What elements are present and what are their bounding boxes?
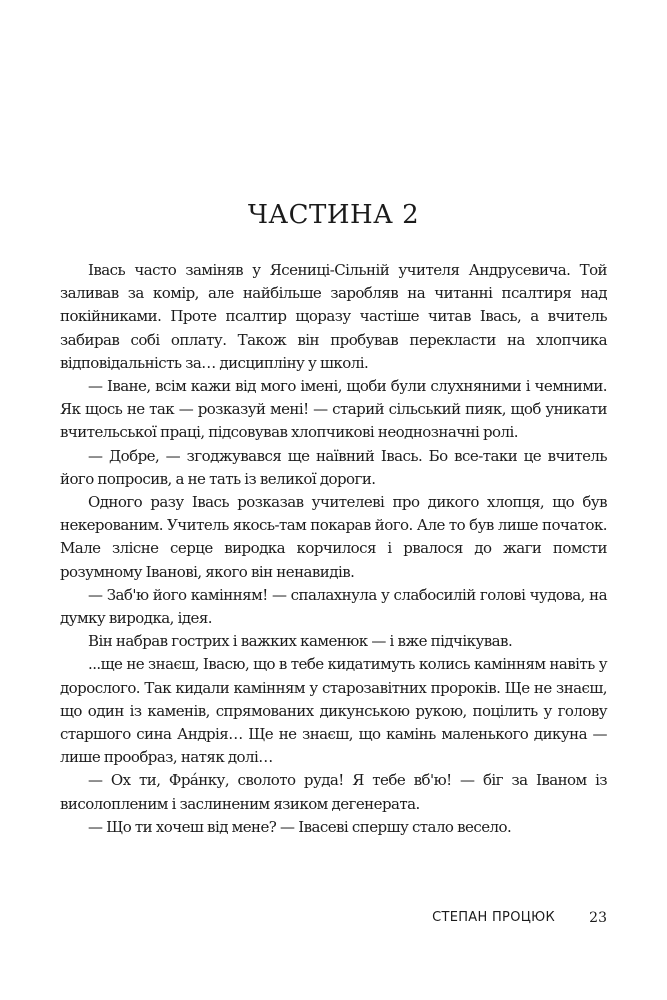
- chapter-text: [60, 259, 607, 839]
- paragraph: ...ще не знаєш, Івасю, що в тебе кидатимуть колись камінням навіть у дорослого. Так кидали камінням у старозавітних пророків. Ще не знаєш, що один із каменів, спрямованих дикунською рукою, поцілить у голову старшого сина Андрія… Ще не знаєш, що камінь маленького дикуна — лише прообраз, натяк долі…: [60, 655, 607, 767]
- paragraph: Він набрав гострих і важких каменюк — і вже підчікував.: [88, 632, 513, 651]
- paragraph: — Заб'ю його камінням! — спалахнула у слабосилій голові чудова, на думку виродка, ідея.: [60, 585, 607, 628]
- chapter-title: ЧАСТИНА 2: [247, 200, 420, 230]
- paragraph: — Добре, — згоджувався ще наївний Івась. Бо все-таки це вчитель його попросив, а не тать із великої дороги.: [60, 446, 607, 488]
- paragraph: Одного разу Івась розказав учителеві про дикого хлопця, що був некерованим. Учитель якось-там покарав його. Але то був лише початок. Мале злісне серце виродка корчилося і рвалося до жаги помсти розумному Іванові, якого він ненавидів.: [60, 493, 607, 581]
- paragraph: — Ох ти, Фрáнку, сволото руда! Я тебе вб'ю! — біг за Іваном із висолопленим і заслиненим язиком дегенерата.: [60, 771, 607, 813]
- paragraph: Івась часто заміняв у Ясениці-Сільній учителя Андрусевича. Той заливав за комір, але найбільше заробляв на читанні псалтиря над покійниками. Проте псалтир щоразу частіше читав Івась, а вчитель забирав собі оплату. Також він пробував перекласти на хлопчика відповідальність за… дисципліну у школі.: [60, 261, 607, 372]
- page-number: 23: [589, 910, 607, 926]
- paragraph: — Іване, всім кажи від мого імені, щоби були слухняними і чемними. Як щось не так — розказуй мені! — старий сільський пияк, щоб уникати вчительської праці, підсовував хлопчикові неоднозначні ролі.: [60, 377, 607, 442]
- running-footer-author: СТЕПАН ПРОЦЮК: [432, 910, 555, 925]
- page-footer: [0, 906, 667, 930]
- paragraph: — Що ти хочеш від мене? — Івасеві спершу стало весело.: [88, 817, 512, 836]
